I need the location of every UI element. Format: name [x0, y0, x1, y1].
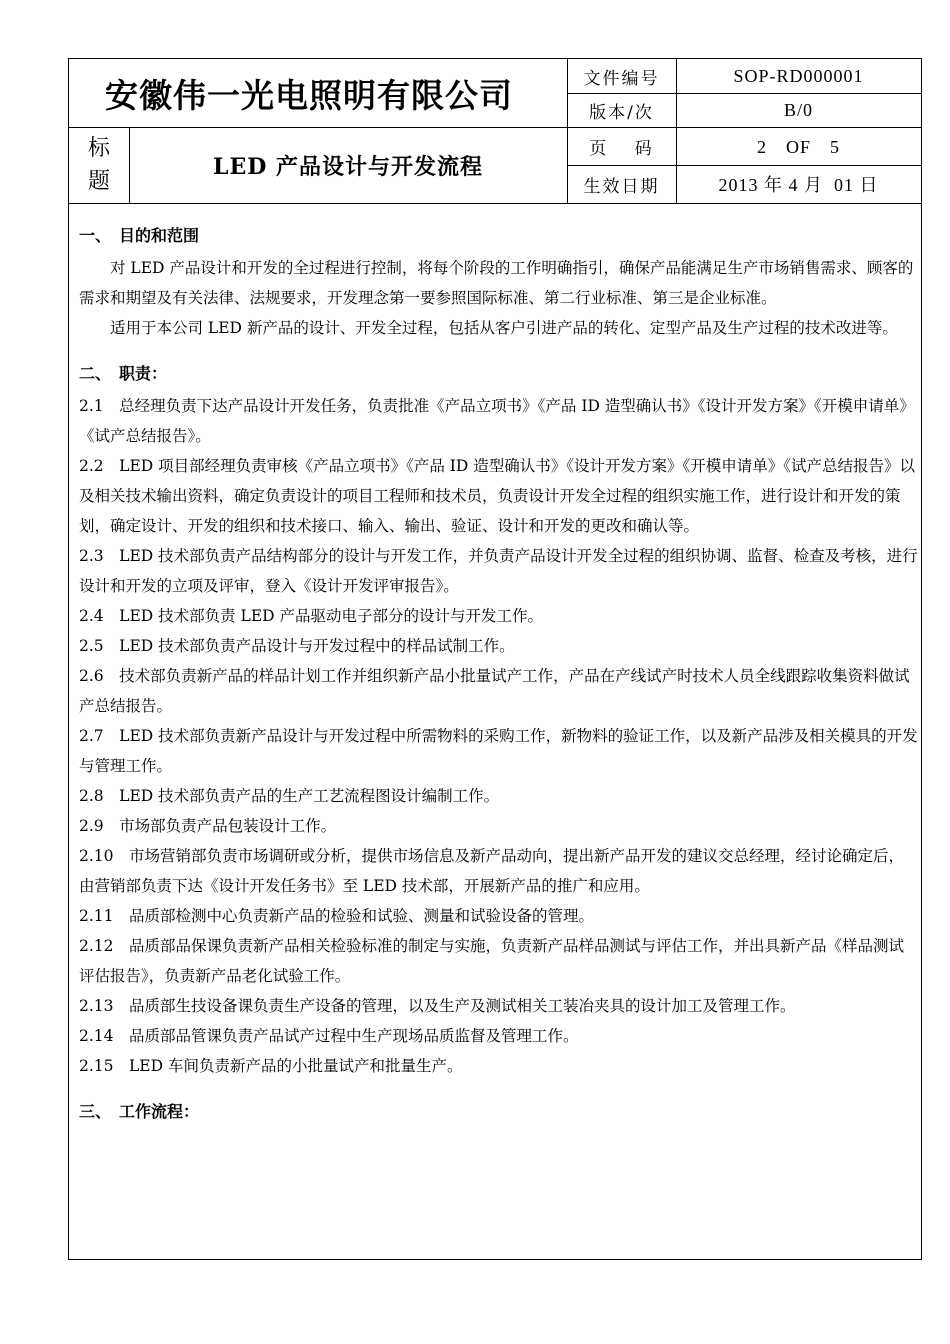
title-label-char-1: 标 [87, 136, 110, 161]
version-value-cell [676, 93, 921, 127]
list-item: 2.11 品质部检测中心负责新产品的检验和试验、测量和试验设备的管理。 [79, 907, 595, 925]
doc-no-label-cell [567, 59, 676, 93]
section-heading-purpose: 一、 目的和范围 [79, 226, 200, 245]
purpose-paragraph: 对 LED 产品设计和开发的全过程进行控制，将每个阶段的工作明确指引，确保产品能满足生产市场销售需求、顾客的需求和期望及有关法律、法规要求，开发理念第一要参照国际标准、第二行业标准、第三是企业标准。 [79, 259, 914, 307]
version-label-cell [567, 93, 676, 127]
list-item: 2.15 LED 车间负责新产品的小批量试产和批量生产。 [79, 1057, 463, 1075]
page-value: 2 OF 5 [756, 137, 840, 157]
page-label-cell [567, 127, 676, 165]
doc-title-cell [129, 127, 567, 203]
section-heading-duties: 二、 职责： [79, 364, 168, 383]
divider [567, 93, 921, 94]
doc-title: LED 产品设计与开发流程 [213, 153, 483, 180]
version-label: 版本/次 [589, 102, 654, 123]
title-label-cell [69, 127, 129, 203]
list-item: 2.8 LED 技术部负责产品的生产工艺流程图设计编制工作。 [79, 787, 500, 805]
doc-no-value: SOP-RD000001 [733, 65, 864, 86]
company-name: 安徽伟一光电照明有限公司 [105, 75, 513, 115]
document-body [79, 219, 919, 1129]
list-item: 2.2 LED 项目部经理负责审核《产品立项书》《产品 ID 造型确认书》《设计开发方案》《开模申请单》《试产总结报告》以及相关技术输出资料，确定负责设计的项目工程师和技术员，负责设计开发全过程的组织实施工作，进行设计和开发的策划，确定设计、开发的组织和技术接口、输入、输出、验证、设计和开发的更改和确认等。 [79, 457, 916, 535]
date-value: 2013 年 4 月 01 日 [718, 175, 879, 195]
divider [567, 165, 921, 166]
list-item: 2.4 LED 技术部负责 LED 产品驱动电子部分的设计与开发工作。 [79, 607, 544, 625]
doc-no-value-cell [676, 59, 921, 93]
divider [69, 203, 921, 204]
scope-paragraph: 适用于本公司 LED 新产品的设计、开发全过程，包括从客户引进产品的转化、定型产品及生产过程的技术改进等。 [110, 319, 898, 337]
list-item: 2.10 市场营销部负责市场调研或分析，提供市场信息及新产品动向，提出新产品开发的建议交总经理，经讨论确定后，由营销部负责下达《设计开发任务书》至 LED 技术部，开展新产品的推广和应用。 [79, 847, 905, 895]
duties-list [79, 391, 919, 1081]
list-item: 2.12 品质部品保课负责新产品相关检验标准的制定与实施，负责新产品样品测试与评估工作，并出具新产品《样品测试评估报告》，负责新产品老化试验工作。 [79, 937, 905, 985]
divider [69, 127, 921, 128]
doc-no-label: 文件编号 [583, 68, 660, 89]
page-value-cell [676, 127, 921, 165]
document-page [68, 58, 922, 1260]
list-item: 2.13 品质部生技设备课负责生产设备的管理，以及生产及测试相关工装冶夹具的设计加工及管理工作。 [79, 997, 796, 1015]
divider [129, 127, 130, 203]
list-item: 2.5 LED 技术部负责产品设计与开发过程中的样品试制工作。 [79, 637, 515, 655]
page-label: 页 码 [589, 138, 654, 159]
title-label-char-2: 题 [87, 169, 110, 194]
company-name-cell [69, 59, 567, 127]
date-label: 生效日期 [583, 176, 660, 197]
date-label-cell [567, 165, 676, 203]
divider [567, 59, 568, 203]
list-item: 2.14 品质部品管课负责产品试产过程中生产现场品质监督及管理工作。 [79, 1027, 579, 1045]
list-item: 2.6 技术部负责新产品的样品计划工作并组织新产品小批量试产工作，产品在产线试产时技术人员全线跟踪收集资料做试产总结报告。 [79, 667, 910, 715]
section-heading-workflow: 三、 工作流程： [79, 1102, 200, 1121]
divider [676, 59, 677, 203]
list-item: 2.3 LED 技术部负责产品结构部分的设计与开发工作，并负责产品设计开发全过程的组织协调、监督、检查及考核，进行设计和开发的立项及评审，登入《设计开发评审报告》。 [79, 547, 918, 595]
list-item: 2.1 总经理负责下达产品设计开发任务，负责批准《产品立项书》《产品 ID 造型确认书》《设计开发方案》《开模申请单》《试产总结报告》。 [79, 397, 915, 445]
date-value-cell [676, 165, 921, 203]
list-item: 2.7 LED 技术部负责新产品设计与开发过程中所需物料的采购工作，新物料的验证工作，以及新产品涉及相关模具的开发与管理工作。 [79, 727, 918, 775]
version-value: B/0 [783, 99, 813, 120]
list-item: 2.9 市场部负责产品包装设计工作。 [79, 817, 337, 835]
